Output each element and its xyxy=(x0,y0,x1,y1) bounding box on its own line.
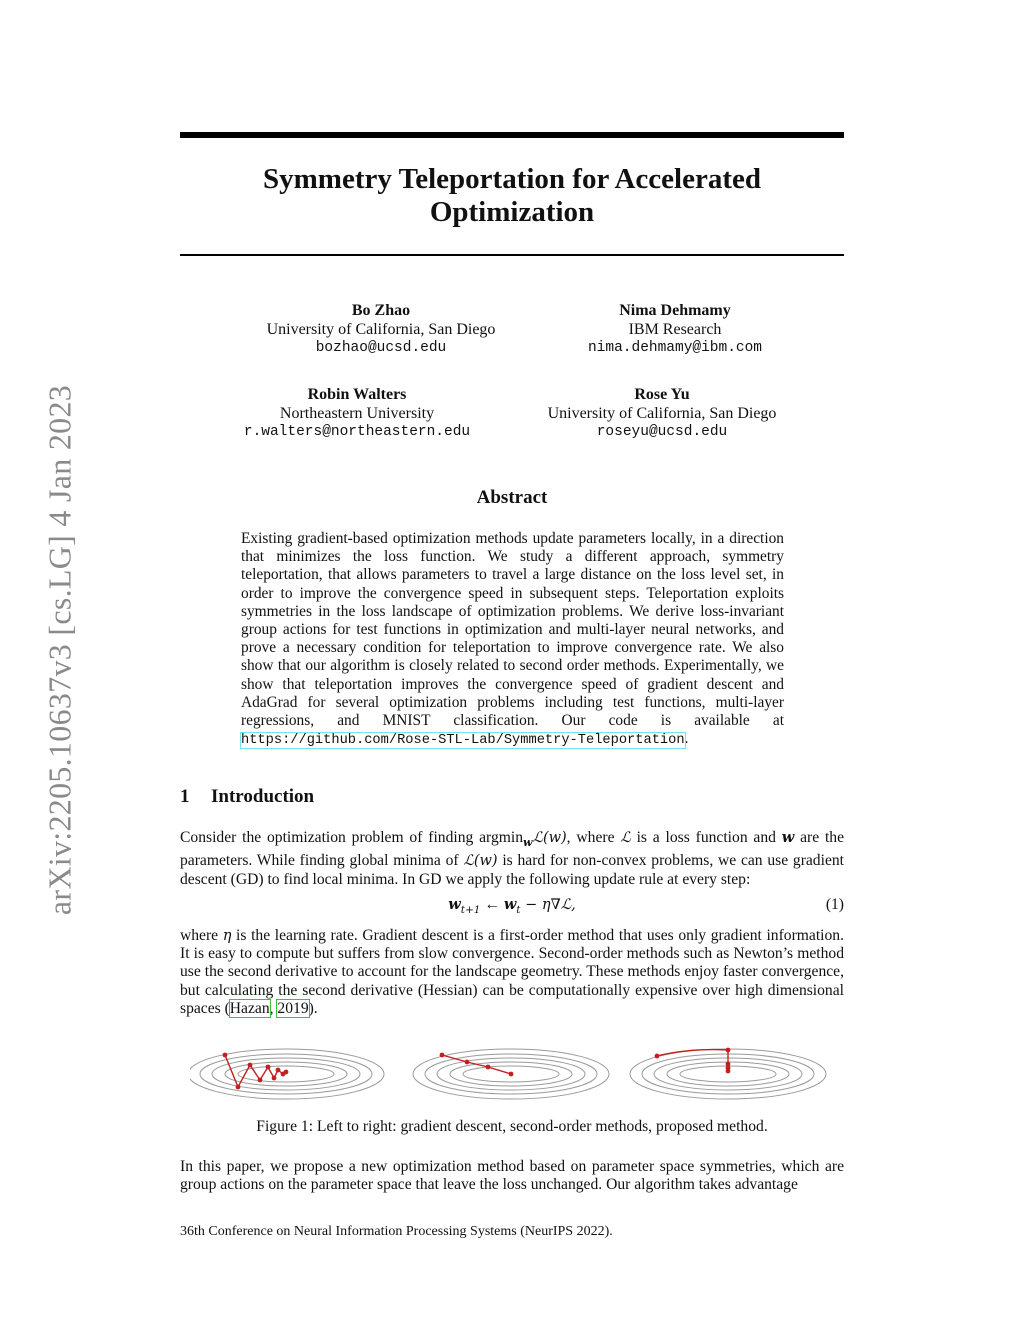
section-heading xyxy=(180,786,314,808)
figure-caption: Figure 1: Left to right: gradient descent, second-order methods, proposed method. xyxy=(256,1118,768,1135)
text-run: is hard for non-convex problems, we can use gradient descent (GD) to find local minima. In GD we apply the following update rule at every step: xyxy=(180,852,844,888)
author-block xyxy=(502,385,822,442)
paper-title xyxy=(180,163,844,229)
equation-1 xyxy=(180,896,844,918)
text-run: where xyxy=(180,927,223,944)
title-line-1: Symmetry Teleportation for Accelerated xyxy=(263,163,761,195)
second-order-step-point xyxy=(486,1065,491,1070)
text-run: , xyxy=(269,999,278,1017)
author-block xyxy=(197,385,517,442)
title-line-2: Optimization xyxy=(429,196,595,228)
text-run: is a loss function and xyxy=(630,829,782,846)
author-affiliation: Northeastern University xyxy=(279,405,435,422)
code-link[interactable]: https://github.com/Rose-STL-Lab/Symmetry-Teleportation xyxy=(241,733,685,749)
intro-paragraph-3: In this paper, we propose a new optimization method based on parameter space symmetries, which are group actions on the parameter space that leave the loss unchanged. Our algorithm takes advantage xyxy=(180,1158,844,1194)
author-name: Bo Zhao xyxy=(351,302,411,319)
citation-author[interactable]: Hazan xyxy=(229,999,270,1017)
intro-paragraph-2 xyxy=(180,927,844,1018)
abstract-end: . xyxy=(684,730,689,748)
intro-paragraph-1 xyxy=(180,829,844,889)
author-email[interactable]: roseyu@ucsd.edu xyxy=(596,424,728,440)
text-run: is the learning rate. Gradient descent is a first-order method that uses only gradient information. It is easy to compute but suffers from slow convergence. Second-order methods such as Newton’s method use the second derivative to account for the landscape geometry. These methods enjoy faster convergence, but calculating the second derivative (Hessian) can be computationally expensive over high dimensional spaces ( xyxy=(180,927,844,1017)
author-affiliation: IBM Research xyxy=(628,321,722,338)
gd-step-point xyxy=(284,1070,289,1075)
eq-sub: t+1 xyxy=(460,904,481,917)
gd-step-point xyxy=(236,1085,241,1090)
abstract-text xyxy=(241,530,784,750)
text-run: Consider the optimization problem of finding argmin xyxy=(180,829,524,846)
abstract-body: Existing gradient-based optimization methods update parameters locally, in a direction that minimizes the loss function. We study a different approach, symmetry teleportation, that allows parameters to travel a large distance on the loss level set, in order to improve the convergence speed in subsequent steps. Teleportation exploits symmetries in the loss landscape of optimization problems. We derive loss-invariant group actions for test functions in optimization and multi-layer neural networks, and prove a necessary condition for teleportation to improve convergence rate. We also show that our algorithm is closely related to second order methods. Experimentally, we show that teleportation improves the convergence speed of gradient descent and AdaGrad for several optimization problems including test functions, multi-layer regressions, and MNIST classification. Our code is available at xyxy=(241,530,784,730)
author-name: Rose Yu xyxy=(634,386,690,403)
gd-step-point xyxy=(248,1063,253,1068)
eq-rest: − η∇ℒ, xyxy=(520,897,576,913)
figure-1 xyxy=(190,1040,838,1100)
author-name: Robin Walters xyxy=(307,386,407,403)
abstract-heading: Abstract xyxy=(476,487,548,508)
math-loss-symbol: ℒ xyxy=(620,830,631,846)
math-sub: w xyxy=(523,836,533,850)
gd-step-point xyxy=(276,1068,281,1073)
math-w: w xyxy=(781,829,795,846)
math-loss: ℒ(w) xyxy=(532,830,567,846)
title-top-rule xyxy=(180,132,844,138)
eq-w: w xyxy=(503,896,517,913)
title-bottom-rule xyxy=(180,254,844,256)
eq-w: w xyxy=(448,896,461,913)
section-number: 1 xyxy=(180,786,190,807)
eq-arrow: ← xyxy=(480,896,504,913)
gd-step-point xyxy=(266,1065,271,1070)
gd-step-point xyxy=(272,1076,277,1081)
author-email[interactable]: r.walters@northeastern.edu xyxy=(243,424,471,440)
second-order-step-point xyxy=(440,1053,445,1058)
citation-year[interactable]: 2019 xyxy=(277,999,309,1017)
teleport-arc xyxy=(657,1050,728,1056)
author-email[interactable]: nima.dehmamy@ibm.com xyxy=(587,340,763,356)
author-affiliation: University of California, San Diego xyxy=(547,405,777,422)
text-run: , where xyxy=(566,829,621,846)
author-email[interactable]: bozhao@ucsd.edu xyxy=(315,340,447,356)
section-title: Introduction xyxy=(211,786,315,807)
gd-step-point xyxy=(258,1078,263,1083)
equation-number: (1) xyxy=(825,896,844,913)
equation-body xyxy=(180,896,844,916)
second-order-step-point xyxy=(465,1060,470,1065)
teleport-point xyxy=(726,1048,731,1053)
footer-note: 36th Conference on Neural Information Processing Systems (NeurIPS 2022). xyxy=(180,1224,613,1239)
text-run: are the parameters. While finding global minima of xyxy=(180,829,844,870)
author-name: Nima Dehmamy xyxy=(619,302,731,319)
teleport-point xyxy=(726,1069,731,1074)
teleport-point xyxy=(655,1054,660,1059)
second-order-step-point xyxy=(509,1072,514,1077)
eq-sub: t xyxy=(516,904,521,917)
gd-step-point xyxy=(223,1053,228,1058)
math-eta: η xyxy=(222,928,232,944)
arxiv-identifier: arXiv:2205.10637v3 [cs.LG] 4 Jan 2023 xyxy=(41,384,78,916)
text-run: ). xyxy=(308,999,318,1017)
author-block xyxy=(221,301,541,358)
math-loss: ℒ(w) xyxy=(463,853,498,870)
author-affiliation: University of California, San Diego xyxy=(266,321,496,338)
author-block xyxy=(515,301,835,358)
